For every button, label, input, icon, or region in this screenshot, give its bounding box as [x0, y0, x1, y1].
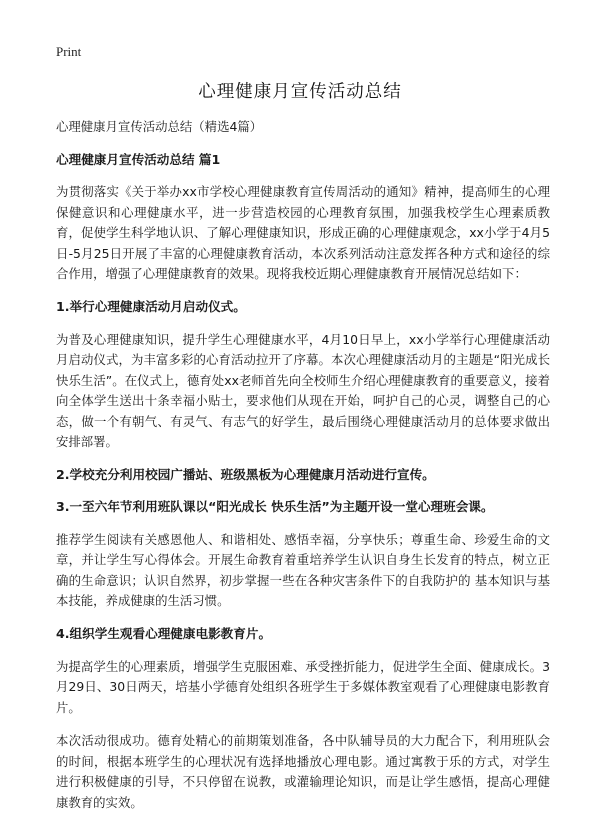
- page-title: 心理健康月宣传活动总结: [198, 82, 402, 102]
- heading-3: 3.一至六年节利用班队课以“阳光成长 快乐生活”为主题开设一堂心理班会课。: [56, 498, 494, 514]
- paragraph-3: 推荐学生阅读有关感恩他人、和谐相处、感悟幸福，分享快乐；尊重生命、珍爱生命的文章，并让学生写心得体会。开展生命教育着重培养学生认识自身生长发育的特点，树立正确的生命意识；认识自然界，初步掌握一些在各种灾害条件下的自我防护的 基本知识与基本技能，养成健康的生活习惯。: [56, 531, 550, 608]
- heading-4: 4.组织学生观看心理健康电影教育片。: [56, 625, 272, 641]
- intro-paragraph: 为贯彻落实《关于举办xx市学校心理健康教育宣传周活动的通知》精神，提高师生的心理保健意识和心理健康水平，进一步营造校园的心理教育氛围，加强我校学生心理素质教育，促使学生科学地认识、了解心理健康知识，形成正确的心理健康观念，xx小学于4月5日-5月25日开展了丰富的心理健康教育活动，本次系列活动注意发挥各种方式和途径的综合作用，增强了心理健康教育的效果。现将我校近期心理健康教育开展情况总结如下：: [56, 184, 550, 281]
- heading-1: 1.举行心理健康活动月启动仪式。: [56, 298, 246, 314]
- paragraph-4: 为提高学生的心理素质，增强学生克服困难、承受挫折能力，促进学生全面、健康成长。3月29日、30日两天，培基小学德育处组织各班学生于多媒体教室观看了心理健康电影教育片。: [56, 658, 550, 715]
- paragraph-5: 本次活动很成功。德育处精心的前期策划准备，各中队辅导员的大力配合下，利用班队会的时间，根据本班学生的心理状况有选择地播放心理电影。通过寓教于乐的方式，对学生进行积极健康的引导，不只停留在说教，或灌输理论知识，而是让学生感悟，提高心理健康教育的实效。: [56, 733, 550, 810]
- print-link[interactable]: Print: [56, 44, 82, 59]
- document-subtitle: 心理健康月宣传活动总结（精选4篇）: [56, 119, 263, 134]
- heading-2: 2.学校充分利用校园广播站、班级黑板为心理健康月活动进行宣传。: [56, 466, 435, 482]
- paragraph-1: 为普及心理健康知识，提升学生心理健康水平，4月10日早上，xx小学举行心理健康活动月启动仪式，为丰富多彩的心育活动拉开了序幕。本次心理健康活动月的主题是“阳光成长 快乐生活”。在仪式上，德育处xx老师首先向全校师生介绍心理健康教育的重要意义，接着向全体学生送出十条幸福小贴士，要求他们从现在开始，呵护自己的心灵，调整自己的心态，做一个有朝气、有灵气、有志气的好学生，最后围绕心理健康活动月的总体要求做出安排部署。: [56, 331, 550, 449]
- document-body: [56, 118, 550, 826]
- section-title: 心理健康月宣传活动总结 篇1: [56, 152, 221, 167]
